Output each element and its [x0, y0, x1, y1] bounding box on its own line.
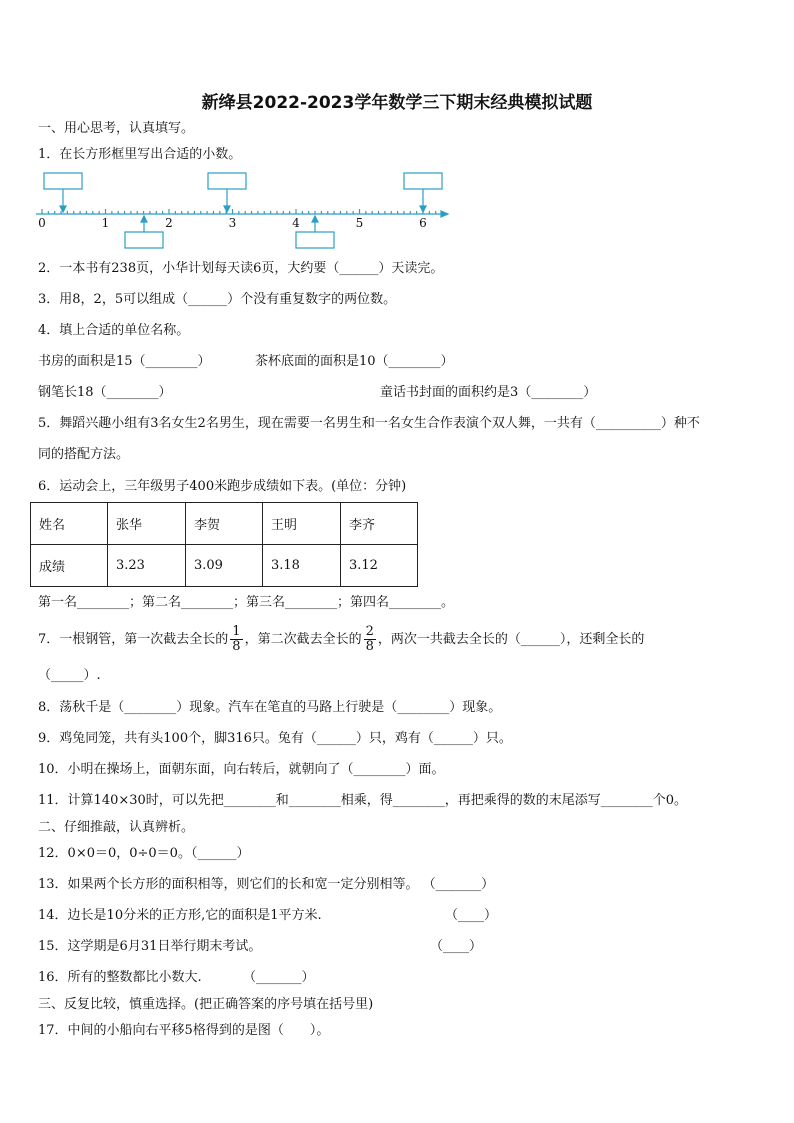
score-table — [30, 502, 418, 587]
question-1: 1．在长方形框里写出合适的小数。 — [38, 147, 242, 162]
question-7-text: ，第二次截去全长的 — [244, 632, 362, 647]
table-cell: 3.12 — [341, 545, 418, 587]
question-4: 4．填上合适的单位名称。 — [38, 323, 190, 338]
tick-label: 1 — [101, 216, 110, 230]
question-16: 16．所有的整数都比小数大. — [38, 970, 202, 985]
fraction-numerator: 2 — [365, 624, 374, 639]
tick-label: 3 — [228, 216, 237, 230]
fraction-denominator: 8 — [365, 639, 374, 654]
tick-label: 0 — [38, 216, 46, 230]
answer-box[interactable] — [44, 173, 82, 189]
fraction — [364, 625, 376, 654]
answer-box[interactable] — [404, 173, 442, 189]
question-4c: 钢笔长18（________） — [38, 385, 172, 400]
question-3: 3．用8，2，5可以组成（______）个没有重复数字的两位数。 — [38, 292, 397, 307]
tick-label: 4 — [292, 216, 300, 230]
fraction-denominator: 8 — [232, 639, 241, 654]
question-6-fill: 第一名________；第二名________；第三名________；第四名________。 — [38, 595, 455, 610]
table-row — [31, 503, 418, 545]
question-6: 6．运动会上，三年级男子400米跑步成绩如下表。(单位：分钟) — [38, 479, 407, 494]
table-cell: 王明 — [263, 503, 341, 545]
fraction — [230, 625, 242, 654]
question-4b: 茶杯底面的面积是10（________） — [255, 354, 454, 369]
fraction-numerator: 1 — [232, 624, 241, 639]
tick-label: 5 — [355, 216, 364, 230]
question-13: 13．如果两个长方形的面积相等，则它们的长和宽一定分别相等。 （_______） — [38, 877, 495, 892]
answer-box[interactable] — [208, 173, 246, 189]
answer-box[interactable] — [296, 232, 334, 248]
question-10: 10．小明在操场上，面朝东面，向右转后，就朝向了（________）面。 — [38, 762, 445, 777]
question-2: 2．一本书有238页，小华计划每天读6页，大约要（______）天读完。 — [38, 261, 444, 276]
table-cell: 3.23 — [108, 545, 186, 587]
section-3-heading: 三、反复比较，慎重选择。(把正确答案的序号填在括号里) — [38, 997, 374, 1012]
question-7-line2: （_____）. — [38, 668, 101, 683]
question-12: 12．0×0＝0，0÷0＝0。（______） — [38, 846, 250, 861]
question-5-line1: 5．舞蹈兴趣小组有3名女生2名男生，现在需要一名男生和一名女生合作表演个双人舞，一共有（__________）种不 — [38, 416, 700, 431]
table-cell: 3.09 — [186, 545, 263, 587]
question-7-text: ，两次一共截去全长的（______），还剩全长的 — [377, 632, 645, 647]
table-cell: 李贺 — [186, 503, 263, 545]
table-cell: 张华 — [108, 503, 186, 545]
table-row — [31, 545, 418, 587]
question-4a: 书房的面积是15（________） — [38, 354, 211, 369]
question-7 — [38, 623, 644, 657]
question-8: 8．荡秋千是（________）现象。汽车在笔直的马路上行驶是（________）现象。 — [38, 700, 502, 715]
page-title: 新绛县2022-2023学年数学三下期末经典模拟试题 — [201, 93, 593, 113]
table-cell: 姓名 — [31, 503, 108, 545]
table-cell: 成绩 — [31, 545, 108, 587]
section-2-heading: 二、仔细推敲，认真辨析。 — [38, 820, 195, 835]
question-16-paren: （_______） — [243, 970, 315, 985]
answer-box[interactable] — [125, 232, 163, 248]
tick-label: 6 — [419, 216, 427, 230]
tick-label: 2 — [165, 216, 173, 230]
table-cell: 李齐 — [341, 503, 418, 545]
axis-arrow-icon — [441, 211, 448, 217]
question-4d: 童话书封面的面积约是3（________） — [380, 385, 597, 400]
question-9: 9．鸡兔同笼，共有头100个，脚316只。兔有（______）只，鸡有（______）只。 — [38, 731, 512, 746]
section-1-heading: 一、用心思考，认真填写。 — [38, 121, 195, 136]
question-15-paren: （____） — [430, 939, 483, 954]
table-cell: 3.18 — [263, 545, 341, 587]
question-17: 17．中间的小船向右平移5格得到的是图（ ）。 — [38, 1023, 330, 1038]
question-11: 11．计算140×30时，可以先把________和________相乘，得________，再把乘得的数的末尾添写________个0。 — [38, 793, 688, 808]
question-14-paren: （____） — [445, 908, 498, 923]
question-7-text: 7．一根钢管，第一次截去全长的 — [38, 632, 229, 647]
question-15: 15．这学期是6月31日举行期末考试。 — [38, 939, 262, 954]
question-14: 14．边长是10分米的正方形,它的面积是1平方米. — [38, 908, 322, 923]
question-5-line2: 同的搭配方法。 — [38, 447, 130, 462]
number-line — [30, 166, 460, 250]
